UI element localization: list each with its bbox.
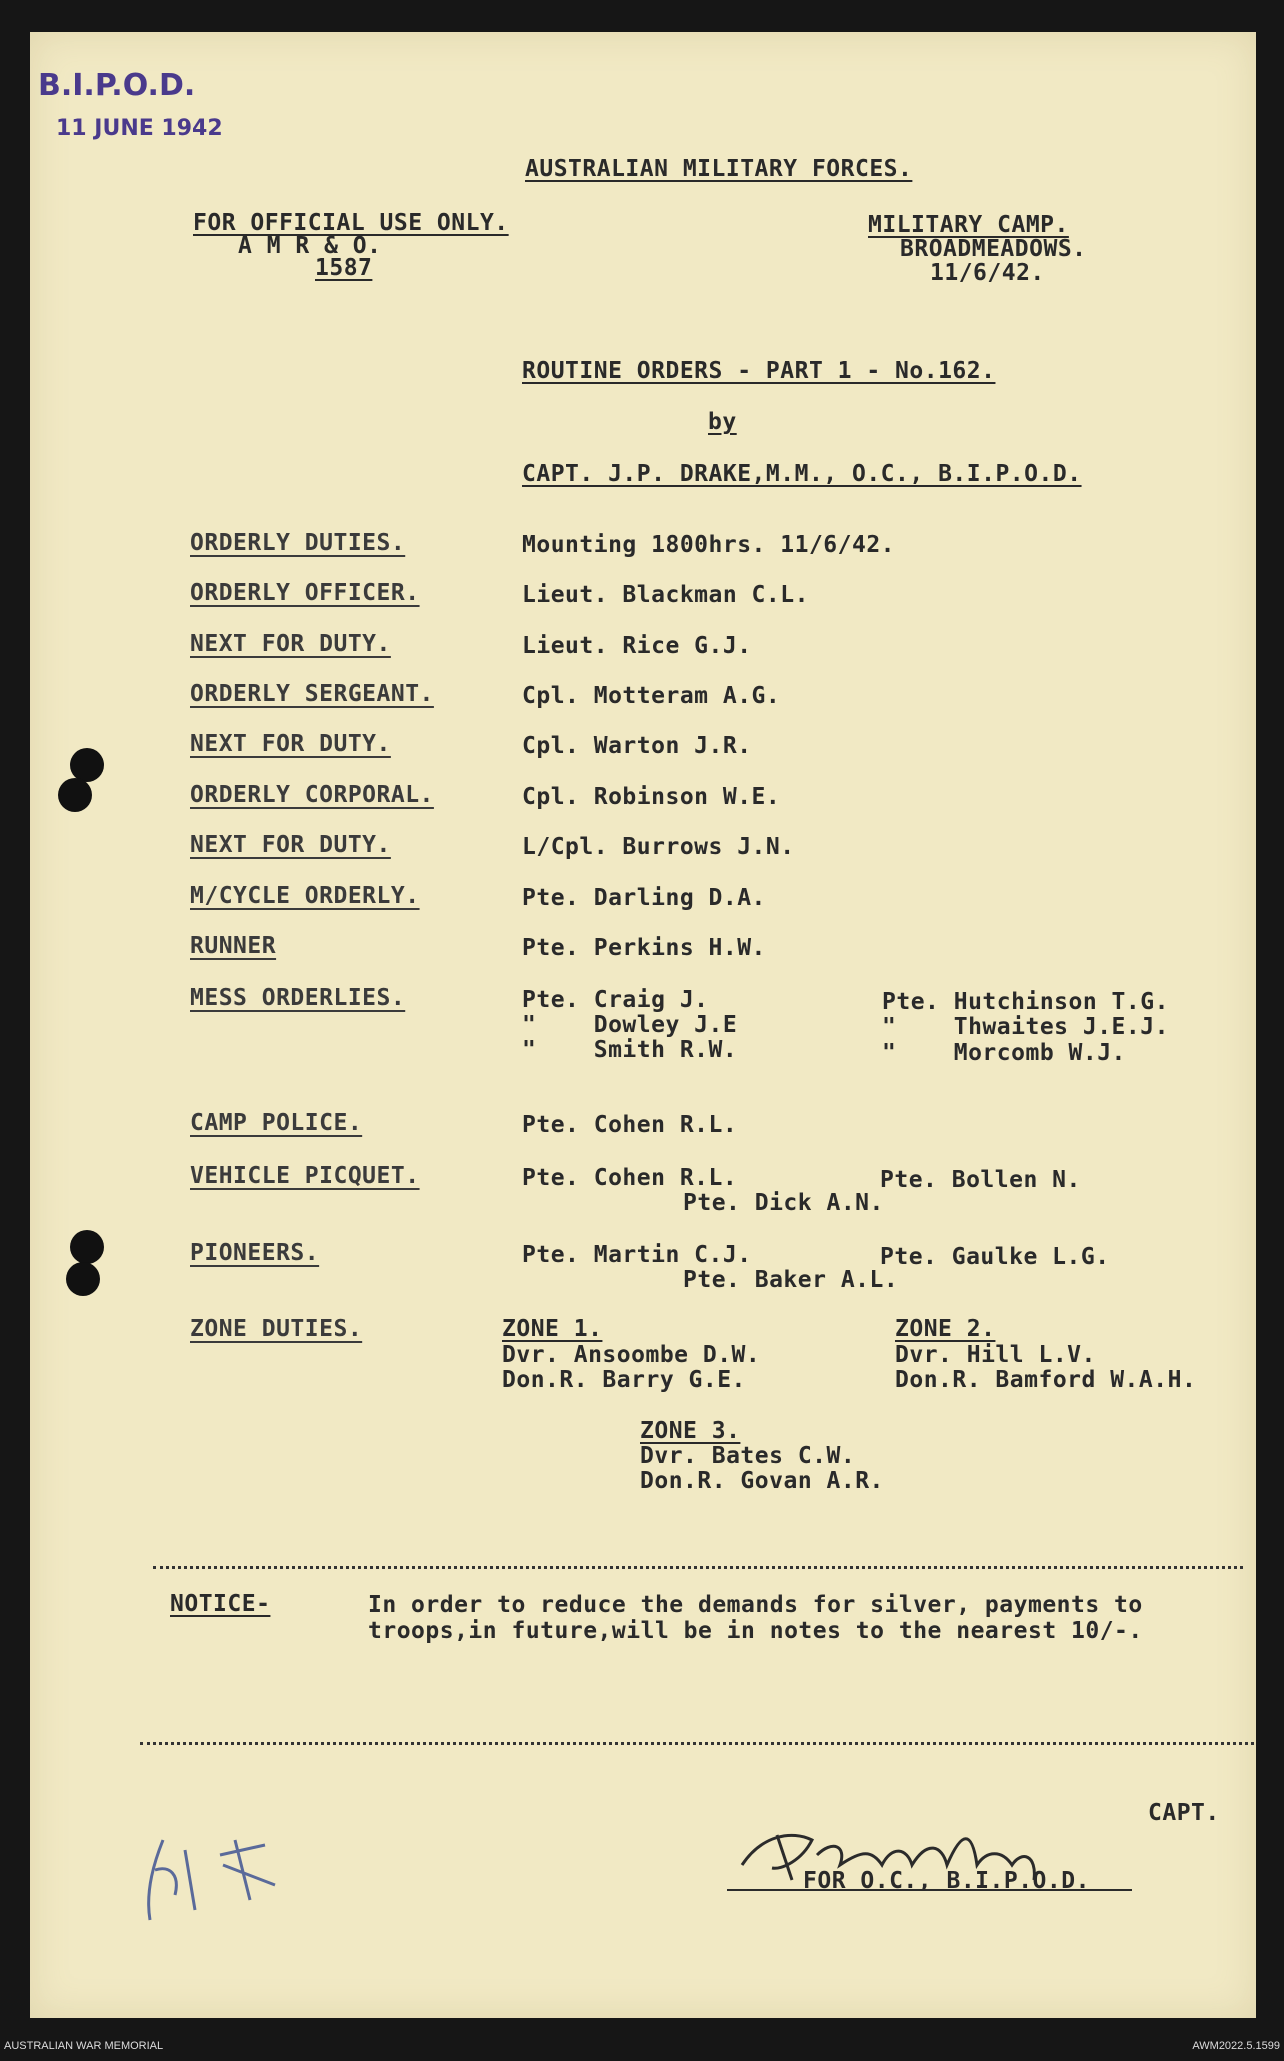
punch-hole (70, 1230, 104, 1264)
zone1-entry: Don.R. Barry G.E. (502, 1367, 746, 1393)
vehicle-picquet-value: Pte. Cohen R.L. (522, 1165, 738, 1191)
mess-right-entry: " Thwaites J.E.J. (882, 1014, 1169, 1040)
separator-line (140, 1742, 1254, 1745)
zone1-entry: Dvr. Ansoombe D.W. (502, 1342, 761, 1368)
zone3-title: ZONE 3. (640, 1418, 741, 1444)
zone3-entry: Don.R. Govan A.R. (640, 1468, 884, 1494)
stamp-office: B.I.P.O.D. (38, 68, 196, 103)
mess-left-entry: Pte. Craig J. (522, 987, 709, 1013)
punch-hole (66, 1262, 100, 1296)
vehicle-picquet-value: Pte. Dick A.N. (683, 1190, 884, 1216)
camp-police-value: Pte. Cohen R.L. (522, 1112, 738, 1138)
punch-hole (58, 778, 92, 812)
security-marking: FOR OFFICIAL USE ONLY. (193, 210, 509, 236)
zone3-entry: Dvr. Bates C.W. (640, 1443, 856, 1469)
spacer (730, 1180, 740, 1190)
signatory-for-line: FOR O.C., B.I.P.O.D. (803, 1868, 1090, 1894)
duty-value: Cpl. Robinson W.E. (522, 784, 781, 810)
pioneers-value: Pte. Gaulke L.G. (880, 1244, 1110, 1270)
orders-issuer: CAPT. J.P. DRAKE,M.M., O.C., B.I.P.O.D. (522, 461, 1082, 487)
pioneers-value: Pte. Martin C.J. (522, 1242, 752, 1268)
orders-by: by (708, 409, 737, 435)
mess-left-entry: " Dowley J.E (522, 1012, 738, 1038)
punch-hole (70, 748, 104, 782)
zone1-title: ZONE 1. (502, 1316, 603, 1342)
mess-right-entry: Pte. Hutchinson T.G. (882, 989, 1169, 1015)
mess-right-entry: " Morcomb W.J. (882, 1040, 1126, 1066)
duty-value: Pte. Darling D.A. (522, 885, 766, 911)
duty-label: M/CYCLE ORDERLY. (190, 883, 420, 909)
pioneers-label: PIONEERS. (190, 1240, 320, 1266)
notice-text: troops,in future,will be in notes to the nearest 10/-. (368, 1618, 1143, 1644)
zone2-title: ZONE 2. (895, 1316, 996, 1342)
duty-value: Cpl. Motteram A.G. (522, 683, 781, 709)
duty-label: ORDERLY CORPORAL. (190, 782, 434, 808)
zone2-entry: Don.R. Bamford W.A.H. (895, 1367, 1197, 1393)
camp-police-label: CAMP POLICE. (190, 1110, 363, 1136)
zone-duties-label: ZONE DUTIES. (190, 1316, 363, 1342)
duty-value: Cpl. Warton J.R. (522, 733, 752, 759)
document-date: 11/6/42. (930, 260, 1045, 286)
duty-label: ORDERLY OFFICER. (190, 580, 420, 606)
footer-credit: AUSTRALIAN WAR MEMORIAL (4, 2040, 164, 2052)
location-camp: MILITARY CAMP. (868, 212, 1069, 238)
duty-label: ORDERLY DUTIES. (190, 530, 406, 556)
mess-label: MESS ORDERLIES. (190, 985, 406, 1011)
footer-reference: AWM2022.5.1599 (1192, 2040, 1280, 2052)
duty-value: Mounting 1800hrs. 11/6/42. (522, 532, 896, 558)
mess-left-entry: " Smith R.W. (522, 1037, 738, 1063)
duty-label: NEXT FOR DUTY. (190, 832, 391, 858)
duty-label: NEXT FOR DUTY. (190, 731, 391, 757)
vehicle-picquet-label: VEHICLE PICQUET. (190, 1163, 420, 1189)
vehicle-picquet-value: Pte. Bollen N. (880, 1167, 1081, 1193)
duty-value: Lieut. Blackman C.L. (522, 582, 809, 608)
duty-label: ORDERLY SERGEANT. (190, 681, 434, 707)
signatory-rank: CAPT. (1148, 1800, 1220, 1826)
document-heading: AUSTRALIAN MILITARY FORCES. (525, 156, 913, 182)
duty-value: Pte. Perkins H.W. (522, 935, 766, 961)
pioneers-value: Pte. Baker A.L. (683, 1267, 899, 1293)
zone2-entry: Dvr. Hill L.V. (895, 1342, 1096, 1368)
duty-value: Lieut. Rice G.J. (522, 633, 752, 659)
pencil-annotation (125, 1800, 295, 1930)
separator-line (153, 1566, 1243, 1569)
duty-value: L/Cpl. Burrows J.N. (522, 834, 795, 860)
location-place: BROADMEADOWS. (900, 236, 1087, 262)
notice-text: In order to reduce the demands for silver, payments to (368, 1592, 1143, 1618)
notice-label: NOTICE- (170, 1591, 271, 1617)
duty-label: NEXT FOR DUTY. (190, 631, 391, 657)
stamp-date: 11 JUNE 1942 (56, 116, 223, 141)
reference-number: 1587 (315, 255, 373, 281)
duty-label: RUNNER (190, 933, 277, 959)
orders-title: ROUTINE ORDERS - PART 1 - No.162. (522, 358, 996, 384)
reference-line: A M R & O. (238, 233, 382, 259)
